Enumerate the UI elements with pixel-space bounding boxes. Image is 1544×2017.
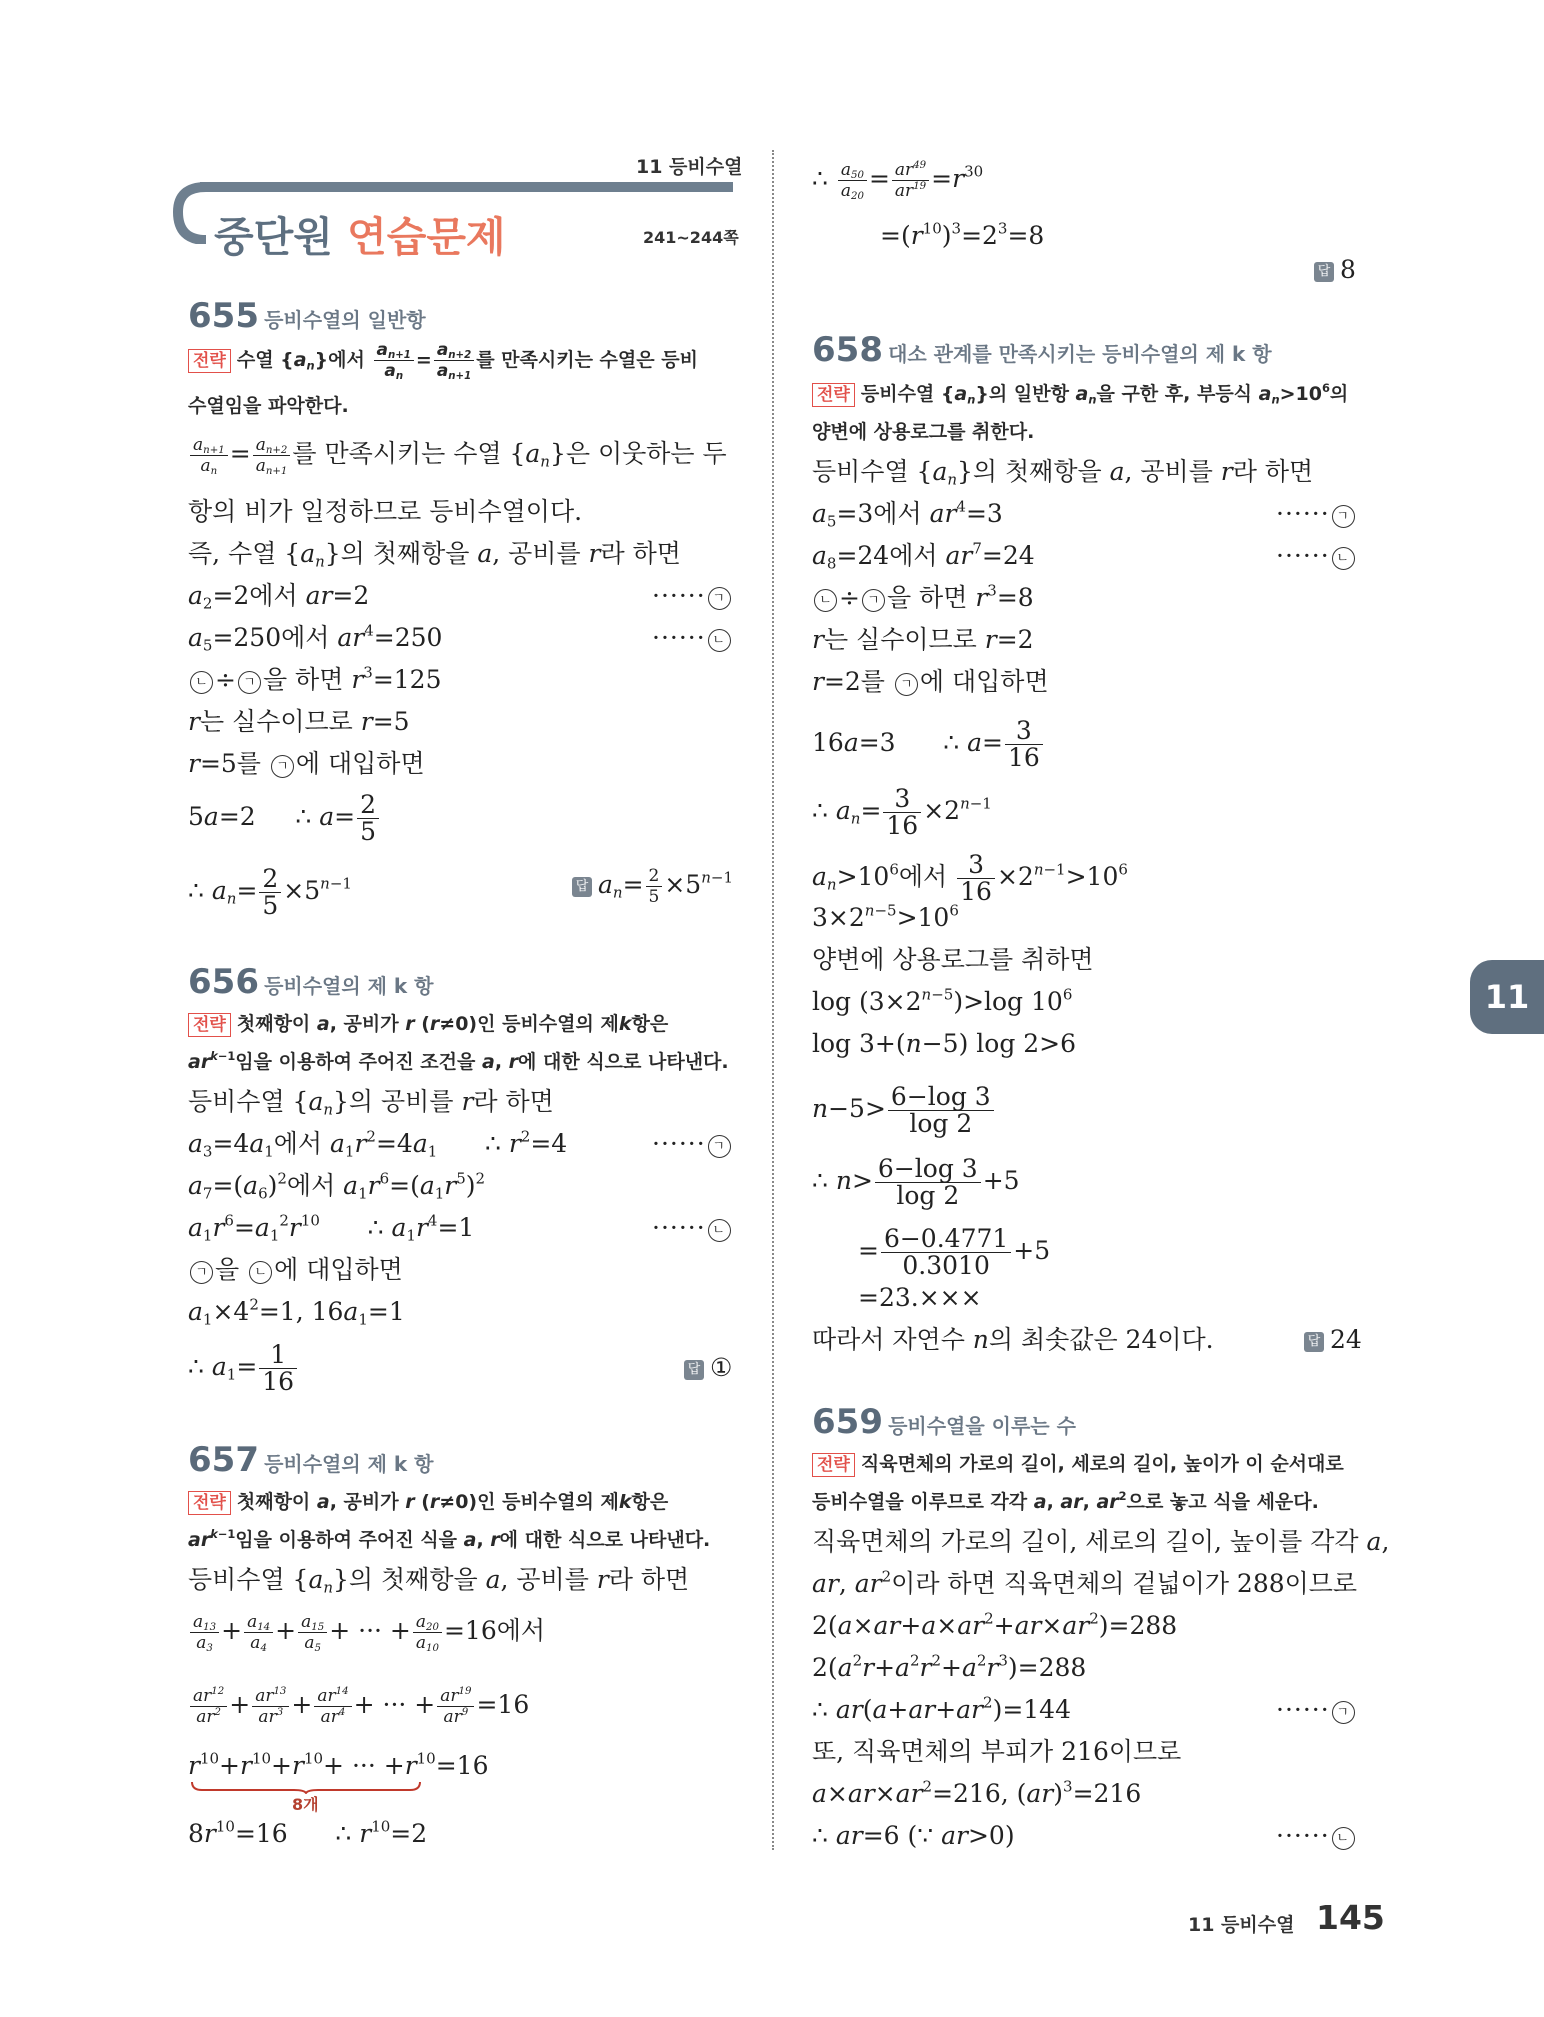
solution-line: 즉, 수열 $\{a_n\}$의 첫째항을 a, 공비를 r라 하면 <box>188 539 681 571</box>
solution-line: 양변에 상용로그를 취하면 <box>812 945 1094 974</box>
chapter-label: 11 등비수열 <box>636 156 743 178</box>
solution-line: $2(a\times ar+a\times ar^2+ar\times ar^2)=288$ <box>812 1609 1178 1640</box>
solution-line: ∴ ar=6 (∵ ar>0) <box>812 1821 1015 1850</box>
equation-marker: ······ ㄱ <box>1276 1694 1357 1726</box>
answer-657 <box>1314 254 1356 286</box>
solution-line: $a_5=3$에서 $ar^4=3$ <box>812 497 1003 531</box>
problem-658-heading <box>812 330 1272 370</box>
strategy-badge: 전략 <box>188 349 231 373</box>
equation-marker: ······ ㄴ <box>652 1212 733 1244</box>
footer-chapter-label: 11 등비수열 <box>1188 1914 1295 1936</box>
solution-line: ∴ $a_n=$ $\frac{2}{5}$ $\times 5^{n-1}$ <box>188 864 352 920</box>
solution-line: ㄴ ÷ ㄱ 을 하면 $r^3=8$ <box>812 582 1034 614</box>
solution-line: 따라서 자연수 n의 최솟값은 24이다. <box>812 1325 1214 1354</box>
solution-line: $a_2=2$에서 ar=2 <box>188 581 370 613</box>
solution-line: $\frac{ar^{12}}{ar^2}$ + $\frac{ar^{13}}{ar^3}$ + $\frac{ar^{14}}{ar^4}$ + ··· + $\frac{ar^{19}}{ar^9}$ =16 <box>188 1686 529 1727</box>
header-bracket-shape <box>172 182 212 244</box>
solution-line: r는 실수이므로 r=2 <box>812 625 1034 654</box>
page-range: 241~244쪽 <box>643 228 739 247</box>
solution-line: $3\times 2^{n-5}>10^6$ <box>812 901 959 932</box>
problem-title: 등비수열을 이루는 수 <box>888 1414 1076 1438</box>
solution-line: $=(r^{10})^3=2^3=8$ <box>880 219 1045 250</box>
solution-line: ∴ $ar(a+ar+ar^2)=144$ <box>812 1693 1071 1724</box>
strategy-badge: 전략 <box>812 383 855 407</box>
problem-title: 등비수열의 제 k 항 <box>264 1452 434 1476</box>
answer-655: 답 $a_n=$ $\frac{2}{5}$ $\times 5^{n-1}$ <box>572 866 733 907</box>
solution-line: 등비수열 $\{a_n\}$의 공비를 r라 하면 <box>188 1087 554 1119</box>
answer-656 <box>684 1352 732 1384</box>
solution-line: = $\frac{6-0.4771}{0.3010}$ +5 <box>858 1224 1051 1280</box>
equation-marker: ······ ㄱ <box>652 580 733 612</box>
answer-badge: 답 <box>572 877 592 897</box>
answer-658 <box>1304 1324 1362 1356</box>
strategy-656: 전략 첫째항이 a, 공비가 r (r≠0)인 등비수열의 제k항은 <box>188 1008 668 1040</box>
solution-line: 5a=2 ∴ a= $\frac{2}{5}$ <box>188 792 381 845</box>
problem-659-heading <box>812 1402 1076 1442</box>
problem-number: 659 <box>812 1402 883 1442</box>
solution-line: log 3+(n−5) log 2>6 <box>812 1029 1077 1058</box>
solution-line: ∴ n> $\frac{6-\log 3}{\log 2}$ +5 <box>812 1154 1020 1210</box>
problem-number: 655 <box>188 296 259 336</box>
solution-line: $a_3=4a_1$에서 $a_1r^2=4a_1$ ∴ $r^2=4$ <box>188 1127 568 1161</box>
solution-line: $2(a^2r+a^2r^2+a^2r^3)=288$ <box>812 1651 1087 1682</box>
solution-line: $a\times ar\times ar^2=216$, (ar)$^3$=216 <box>812 1777 1142 1808</box>
column-divider <box>772 150 774 1850</box>
solution-line: 직육면체의 가로의 길이, 세로의 길이, 높이를 각각 a, <box>812 1527 1390 1556</box>
problem-title: 대소 관계를 만족시키는 등비수열의 제 k 항 <box>888 342 1272 366</box>
strategy-656-cont: $ar^{k-1}$임을 이용하여 주어진 조건을 a, r에 대한 식으로 나타낸다. <box>188 1049 729 1073</box>
answer-badge: 답 <box>684 1360 704 1380</box>
solution-line: 16a=3 ∴ a= $\frac{3}{16}$ <box>812 718 1045 771</box>
header-bar <box>200 182 733 192</box>
problem-number: 657 <box>188 1440 259 1480</box>
problem-title: 등비수열의 일반항 <box>264 308 426 332</box>
solution-line: $r^{10}+r^{10}+r^{10}+$ ··· $+r^{10}=16$ <box>188 1749 489 1780</box>
solution-line: $a_8=24$에서 $ar^7=24$ <box>812 539 1035 573</box>
problem-title: 등비수열의 제 k 항 <box>264 974 434 998</box>
chapter-tab: 11 <box>1470 960 1544 1034</box>
solution-line: ∴ $a_n=$ $\frac{3}{16}$ $\times 2^{n-1}$ <box>812 784 992 840</box>
page-number: 145 <box>1316 1898 1385 1937</box>
strategy-655: 전략 수열 $\{a_n\}$에서 $\frac{a_{n+1}}{a_n}$ = $\frac{a_{n+2}}{a_{n+1}}$ 를 만족시키는 수열은 등비 <box>188 340 698 381</box>
solution-line: ∴ $a_1=$ $\frac{1}{16}$ <box>188 1342 299 1395</box>
solution-line: 등비수열 $\{a_n\}$의 첫째항을 a, 공비를 r라 하면 <box>812 457 1314 489</box>
solution-line: ㄱ 을 ㄴ 에 대입하면 <box>188 1254 403 1286</box>
equation-marker: ······ ㄱ <box>652 1128 733 1160</box>
page-title <box>214 204 506 263</box>
answer-badge: 답 <box>1314 262 1334 282</box>
strategy-badge: 전략 <box>188 1013 231 1037</box>
answer-value: 24 <box>1330 1325 1362 1354</box>
problem-655-heading <box>188 296 426 336</box>
equation-marker: ······ ㄴ <box>1276 1820 1357 1852</box>
solution-line: =23.××× <box>858 1283 982 1312</box>
solution-line: $a_1r^6=a_1^2r^{10}$ ∴ $a_1r^4=1$ <box>188 1211 475 1245</box>
title-part2: 연습문제 <box>347 213 506 261</box>
solution-line: $\frac{a_{n+1}}{a_n}$ = $\frac{a_{n+2}}{a_{n+1}}$ 를 만족시키는 수열 $\{a_n\}$은 이웃하는 두 <box>188 435 727 476</box>
strategy-659: 전략 직육면체의 가로의 길이, 세로의 길이, 높이가 이 순서대로 <box>812 1448 1344 1480</box>
solution-line: ∴ $\frac{a_{50}}{a_{20}}$ = $\frac{ar^{49}}{ar^{19}}$ $=r^{30}$ <box>812 159 984 203</box>
solution-line: 또, 직육면체의 부피가 216이므로 <box>812 1737 1182 1766</box>
title-part1: 중단원 <box>214 213 333 261</box>
problem-number: 658 <box>812 330 883 370</box>
strategy-655-cont: 수열임을 파악한다. <box>188 395 349 417</box>
solution-line: $\frac{a_{13}}{a_3}$ + $\frac{a_{14}}{a_4}$ + $\frac{a_{15}}{a_5}$ + ··· + $\frac{a_{20}}{a_{10}}$ =16에서 <box>188 1612 545 1653</box>
solution-line: $\log (3\times 2^{n-5})>\log$ $10^6$ <box>812 985 1073 1016</box>
solution-line: r는 실수이므로 r=5 <box>188 707 410 736</box>
strategy-658-cont: 양변에 상용로그를 취한다. <box>812 421 1035 443</box>
answer-badge: 답 <box>1304 1332 1324 1352</box>
solution-line: n−5> $\frac{6-\log 3}{\log 2}$ <box>812 1084 996 1137</box>
solution-line: 등비수열 $\{a_n\}$의 첫째항을 a, 공비를 r라 하면 <box>188 1565 690 1597</box>
strategy-badge: 전략 <box>812 1453 855 1477</box>
strategy-657: 전략 첫째항이 a, 공비가 r (r≠0)인 등비수열의 제k항은 <box>188 1486 668 1518</box>
problem-number: 656 <box>188 962 259 1002</box>
solution-line: ㄴ ÷ ㄱ 을 하면 $r^3=125$ <box>188 664 441 696</box>
answer-value: 8 <box>1340 255 1356 284</box>
problem-657-heading <box>188 1440 434 1480</box>
solution-line: r=5를 ㄱ 에 대입하면 <box>188 749 425 778</box>
solution-line: $a_n>10^6$에서 $\frac{3}{16}$ $\times 2^{n-1}>10^6$ <box>812 850 1128 906</box>
solution-line: r=2를 ㄱ 에 대입하면 <box>812 667 1049 696</box>
strategy-badge: 전략 <box>188 1491 231 1515</box>
strategy-657-cont: $ar^{k-1}$임을 이용하여 주어진 식을 a, r에 대한 식으로 나타낸다. <box>188 1527 711 1551</box>
solution-line: $a_5=250$에서 $ar^4=250$ <box>188 621 443 655</box>
equation-marker: ······ ㄴ <box>652 622 733 654</box>
equation-marker: ······ ㄱ <box>1276 498 1357 530</box>
answer-value: ① <box>710 1353 733 1382</box>
solution-line: $a_7=(a_6)^2$에서 $a_1r^6=(a_1r^5)^2$ <box>188 1169 486 1203</box>
strategy-659-cont: 등비수열을 이루므로 각각 a, ar, $ar^2$으로 놓고 식을 세운다. <box>812 1489 1319 1513</box>
solution-line: 항의 비가 일정하므로 등비수열이다. <box>188 497 583 526</box>
problem-656-heading <box>188 962 434 1002</box>
solution-line: $8r^{10}=16$ ∴ $r^{10}=2$ <box>188 1817 428 1848</box>
strategy-658: 전략 등비수열 $\{a_n\}$의 일반항 $a_n$을 구한 후, 부등식 $a_n>10^6$의 <box>812 378 1348 410</box>
brace-label: 8개 <box>292 1795 319 1814</box>
solution-line: ar, $ar^2$이라 하면 직육면체의 겉넓이가 288이므로 <box>812 1567 1358 1598</box>
solution-line: $a_1\times 4^2=1$, $16a_1=1$ <box>188 1295 405 1329</box>
equation-marker: ······ ㄴ <box>1276 540 1357 572</box>
